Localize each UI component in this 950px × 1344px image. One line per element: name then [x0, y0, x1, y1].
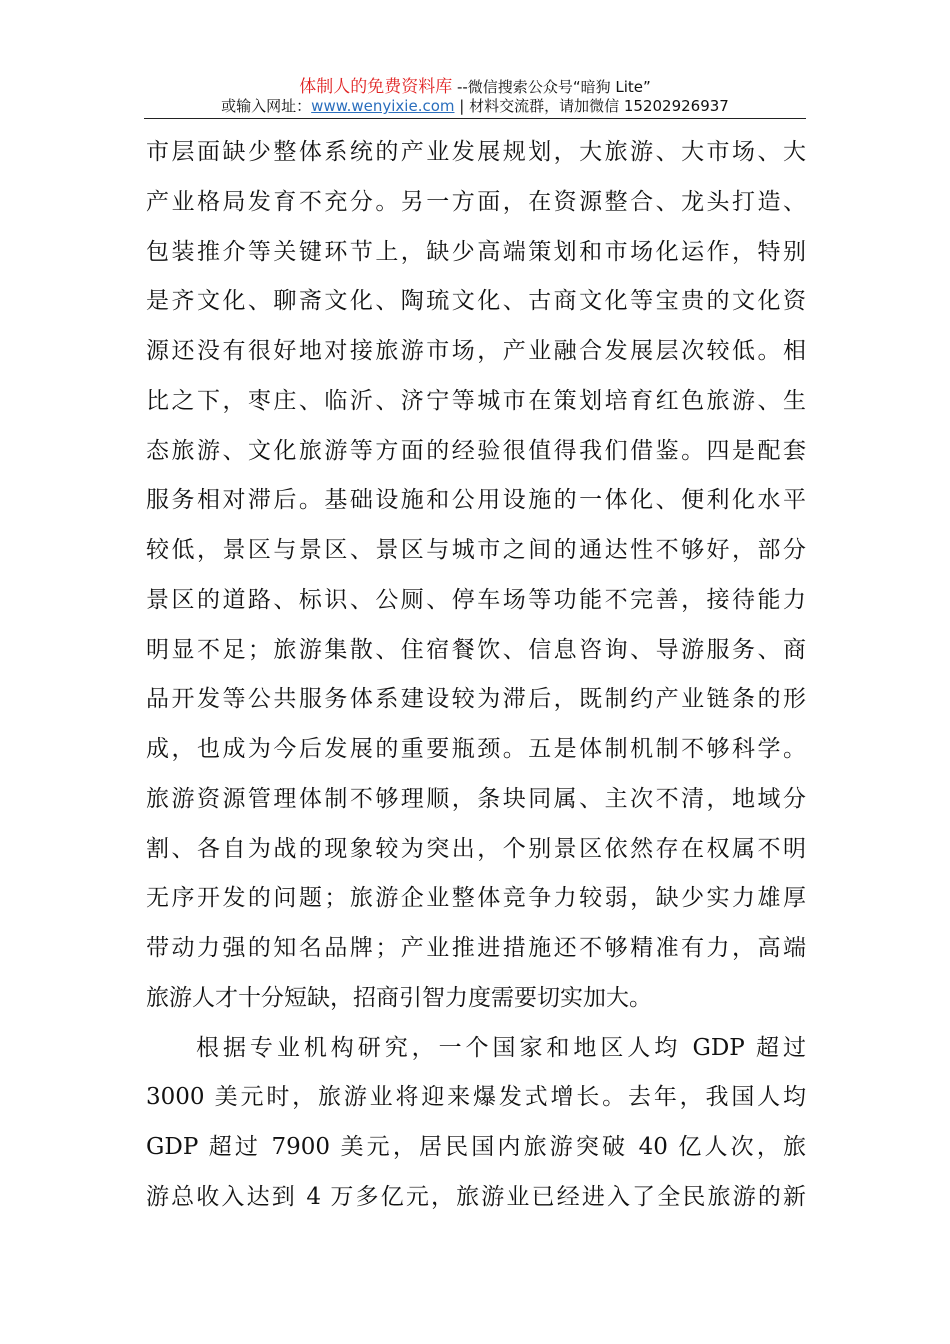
text-line: 比之下，枣庄、临沂、济宁等城市在策划培育红色旅游、生: [146, 387, 806, 414]
url-label: 或输入网址：: [221, 97, 312, 115]
text-line: 景区的道路、标识、公厕、停车场等功能不完善，接待能力: [146, 586, 806, 613]
text-line: 割、各自为战的现象较为突出，个别景区依然存在权属不明: [146, 835, 806, 862]
website-link[interactable]: www.wenyixie.com: [311, 97, 455, 115]
text-line: 源还没有很好地对接旅游市场，产业融合发展层次较低。相: [146, 338, 806, 364]
text-line: 成，也成为今后发展的重要瓶颈。五是体制机制不够科学。: [146, 736, 806, 762]
text-line: 无序开发的问题；旅游企业整体竞争力较弱，缺少实力雄厚: [146, 885, 806, 912]
text-line: 是齐文化、聊斋文化、陶琉文化、古商文化等宝贵的文化资: [146, 288, 806, 315]
text-line: 旅游人才十分短缺，招商引智力度需要切实加大。: [146, 984, 652, 1011]
header-tagline: --微信搜索公众号“暗狗 Lite”: [452, 78, 651, 96]
text-line: GDP 超过 7900 美元，居民国内旅游突破 40 亿人次，旅: [146, 1134, 806, 1160]
text-line: 明显不足；旅游集散、住宿餐饮、信息咨询、导游服务、商: [146, 636, 806, 663]
text-line: 包装推介等关键环节上，缺少高端策划和市场化运作，特别: [146, 238, 806, 265]
contact-text: | 材料交流群，请加微信 15202926937: [454, 97, 729, 115]
text-line: 态旅游、文化旅游等方面的经验很值得我们借鉴。四是配套: [146, 437, 806, 464]
text-line: 游总收入达到 4 万多亿元，旅游业已经进入了全民旅游的新: [146, 1183, 806, 1210]
text-line: 带动力强的知名品牌；产业推进措施还不够精准有力，高端: [146, 935, 806, 961]
header-line-1: [144, 72, 806, 97]
text-line: 品开发等公共服务体系建设较为滞后，既制约产业链条的形: [146, 686, 806, 713]
brand-title: 体制人的免费资料库: [299, 77, 453, 97]
header-divider: [144, 118, 806, 119]
text-line: 较低，景区与景区、景区与城市之间的通达性不够好，部分: [146, 537, 806, 563]
text-line: 3000 美元时，旅游业将迎来爆发式增长。去年，我国人均: [146, 1084, 806, 1111]
text-line: 服务相对滞后。基础设施和公用设施的一体化、便利化水平: [146, 487, 806, 514]
header-line-2: [144, 95, 806, 116]
text-line: 产业格局发育不充分。另一方面，在资源整合、龙头打造、: [146, 188, 806, 215]
text-line: 根据专业机构研究，一个国家和地区人均 GDP 超过: [196, 1034, 806, 1061]
text-line: 市层面缺少整体系统的产业发展规划，大旅游、大市场、大: [146, 139, 806, 165]
text-line: 旅游资源管理体制不够理顺，条块同属、主次不清，地域分: [146, 785, 806, 812]
